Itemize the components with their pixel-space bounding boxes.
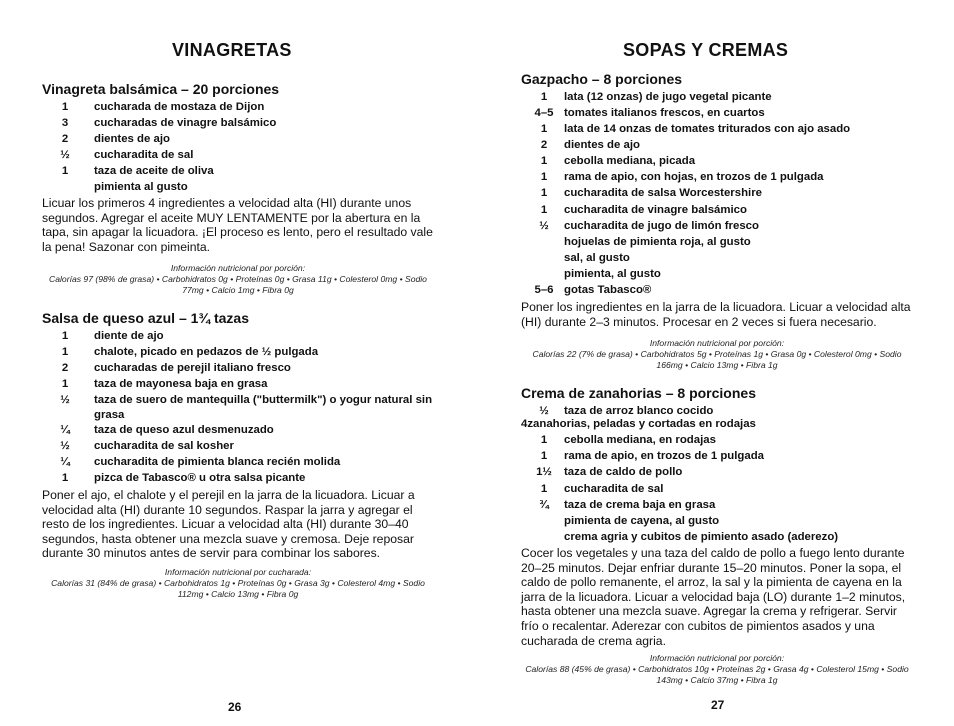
ingredient-quantity: 1: [61, 330, 69, 342]
ingredient-quantity: 3: [61, 117, 69, 129]
ingredient-text: taza de aceite de oliva: [94, 165, 214, 177]
ingredient-text: pimienta de cayena, al gusto: [564, 515, 720, 527]
ingredient-text: dientes de ajo: [94, 133, 170, 145]
ingredient-quantity: 1: [540, 204, 548, 216]
recipe-title: Crema de zanahorias – 8 porciones: [521, 385, 756, 401]
ingredient-text: sal, al gusto: [564, 252, 630, 264]
ingredient-text: cucharadita de jugo de limón fresco: [564, 220, 759, 232]
ingredient-quantity: 1: [540, 434, 548, 446]
nutrition-values: Calorías 88 (45% de grasa) • Carbohidratos 10g • Proteínas 2g • Grasa 4g • Colesterol 15mg • Sodio 143mg • Calcio 37mg • Fibra 1g: [525, 664, 909, 685]
ingredient-quantity: 1: [540, 171, 548, 183]
ingredient-quantity: 1: [540, 91, 548, 103]
ingredient-text: rama de apio, en trozos de 1 pulgada: [564, 450, 765, 462]
recipe-instructions: Cocer los vegetales y una taza del caldo de pollo a fuego lento durante 20–25 minutos. Dejar enfriar durante 15–20 minutos. Poner la sopa, el caldo de pollo remanente, el arroz, la sal y la pimienta de cayena en la jarra de la licuadora. Licuar a velocidad baja (LO) durante 1–2 minutos, hasta obtener una mezcla suave. Agregar la crema y refrigerar. Servir frío o recalentar. Aderezar con cubitos de pimientos asados y una cucharada de crema agria.: [521, 546, 906, 648]
recipe-title: Salsa de queso azul – 1¾ tazas: [42, 310, 249, 326]
ingredient-quantity: 4–5: [534, 107, 554, 119]
ingredient-quantity: ¾: [539, 499, 549, 511]
ingredient-text: cucharadita de sal kosher: [94, 440, 234, 452]
ingredient-text: taza de queso azul desmenuzado: [94, 424, 274, 436]
ingredient-text: cucharadita de sal: [564, 483, 664, 495]
nutrition-info: [42, 567, 434, 600]
page-number: 27: [711, 698, 725, 712]
recipe-title: Vinagreta balsámica – 20 porciones: [42, 81, 280, 97]
nutrition-values: Calorías 97 (98% de grasa) • Carbohidratos 0g • Proteínas 0g • Grasa 11g • Colesterol 0mg • Sodio 77mg • Calcio 1mg • Fibra 0g: [49, 274, 427, 295]
section-title: SOPAS Y CREMAS: [623, 40, 789, 60]
nutrition-heading: Información nutricional por porción:: [649, 338, 785, 348]
ingredient-quantity: 2: [61, 133, 69, 145]
ingredient-text: tomates italianos frescos, en cuartos: [564, 107, 765, 119]
ingredient-quantity: ¼: [60, 456, 70, 468]
ingredient-quantity: ½: [60, 440, 70, 452]
recipe-title: Gazpacho – 8 porciones: [521, 71, 683, 87]
ingredient-quantity: 1: [61, 101, 69, 113]
ingredient-text: 4zanahorias, peladas y cortadas en rodajas: [521, 418, 756, 430]
ingredient-text: cucharada de mostaza de Dijon: [94, 101, 265, 113]
ingredient-text: dientes de ajo: [564, 139, 640, 151]
ingredient-quantity: 1: [61, 378, 69, 390]
ingredient-text: cucharadas de perejil italiano fresco: [94, 362, 291, 374]
ingredient-quantity: ½: [60, 394, 70, 406]
ingredient-text: taza de caldo de pollo: [564, 466, 683, 478]
recipe-instructions: Licuar los primeros 4 ingredientes a velocidad alta (HI) durante unos segundos. Agregar el aceite MUY LENTAMENTE por la abertura en la tapa, sin apagar la licuadora. ¡El proceso es lento, pero el resultado vale la pena! Sazonar con pimeinta.: [42, 196, 433, 254]
nutrition-values: Calorías 31 (84% de grasa) • Carbohidratos 1g • Proteínas 0g • Grasa 3g • Colesterol 4mg • Sodio 112mg • Calcio 13mg • Fibra 0g: [51, 578, 425, 599]
ingredient-quantity: 1: [540, 450, 548, 462]
ingredient-quantity: ¼: [60, 424, 70, 436]
ingredient-quantity: ½: [539, 220, 549, 232]
ingredient-text: cebolla mediana, en rodajas: [564, 434, 716, 446]
ingredient-text: chalote, picado en pedazos de ½ pulgada: [94, 346, 319, 358]
ingredient-text: cucharadita de sal: [94, 149, 194, 161]
ingredient-quantity: 1: [61, 165, 69, 177]
ingredient-text: cucharadas de vinagre balsámico: [94, 117, 277, 129]
ingredient-quantity: ½: [539, 405, 549, 417]
ingredient-text: taza de mayonesa baja en grasa: [94, 378, 268, 390]
recipe-instructions: Poner los ingredientes en la jarra de la licuadora. Licuar a velocidad alta (HI) durante 2–3 minutos. Procesar en 2 veces si fuera necesario.: [521, 300, 911, 329]
ingredient-quantity: 1: [61, 346, 69, 358]
ingredient-text: taza de arroz blanco cocido: [564, 405, 714, 417]
ingredient-quantity: 1: [540, 483, 548, 495]
ingredient-quantity: 1: [540, 187, 548, 199]
page-number: 26: [228, 700, 242, 714]
ingredient-text: pimienta al gusto: [94, 181, 188, 193]
ingredient-text: taza de suero de mantequilla ("buttermilk") o yogur natural sin grasa: [94, 394, 433, 421]
ingredient-quantity: 1: [540, 123, 548, 135]
ingredient-quantity: 1: [540, 155, 548, 167]
ingredient-text: cucharadita de salsa Worcestershire: [564, 187, 762, 199]
ingredient-quantity: 2: [61, 362, 69, 374]
ingredient-text: diente de ajo: [94, 330, 164, 342]
recipe-instructions: Poner el ajo, el chalote y el perejil en la jarra de la licuadora. Licuar a velocidad alta (HI) durante 10 segundos. Raspar la jarra y agregar el resto de los ingredientes. Licuar a velocidad alta (HI) durante 30–40 segundos, hasta obtener una mezcla suave y cremosa. Deje reposar durante 30 minutos antes de servir para combinar los sabores.: [42, 488, 415, 561]
ingredient-text: taza de crema baja en grasa: [564, 499, 716, 511]
nutrition-info: [42, 263, 434, 296]
ingredient-quantity: ½: [60, 149, 70, 161]
ingredient-text: lata de 14 onzas de tomates triturados con ajo asado: [564, 123, 851, 135]
ingredient-quantity: 1½: [536, 466, 552, 478]
ingredient-text: pizca de Tabasco® u otra salsa picante: [94, 472, 306, 484]
ingredient-text: lata (12 onzas) de jugo vegetal picante: [564, 91, 772, 103]
nutrition-info: [521, 653, 913, 686]
nutrition-heading: Información nutricional por porción:: [649, 653, 785, 663]
ingredient-quantity: 2: [540, 139, 548, 151]
nutrition-info: [521, 338, 913, 371]
nutrition-heading: Información nutricional por cucharada:: [164, 567, 312, 577]
nutrition-heading: Información nutricional por porción:: [170, 263, 306, 273]
ingredient-quantity: 5–6: [534, 284, 554, 296]
ingredient-text: rama de apio, con hojas, en trozos de 1 pulgada: [564, 171, 824, 183]
nutrition-values: Calorías 22 (7% de grasa) • Carbohidratos 5g • Proteínas 1g • Grasa 0g • Colesterol 0mg • Sodio 166mg • Calcio 13mg • Fibra 1g: [532, 349, 902, 370]
ingredient-text: cucharadita de pimienta blanca recién molida: [94, 456, 341, 468]
ingredient-text: cucharadita de vinagre balsámico: [564, 204, 747, 216]
ingredient-text: gotas Tabasco®: [564, 284, 652, 296]
ingredient-quantity: 1: [61, 472, 69, 484]
ingredient-text: pimienta, al gusto: [564, 268, 661, 280]
ingredient-text: cebolla mediana, picada: [564, 155, 696, 167]
section-title: VINAGRETAS: [172, 40, 292, 60]
ingredient-text: crema agria y cubitos de pimiento asado (aderezo): [564, 531, 839, 543]
ingredient-text: hojuelas de pimienta roja, al gusto: [564, 236, 751, 248]
